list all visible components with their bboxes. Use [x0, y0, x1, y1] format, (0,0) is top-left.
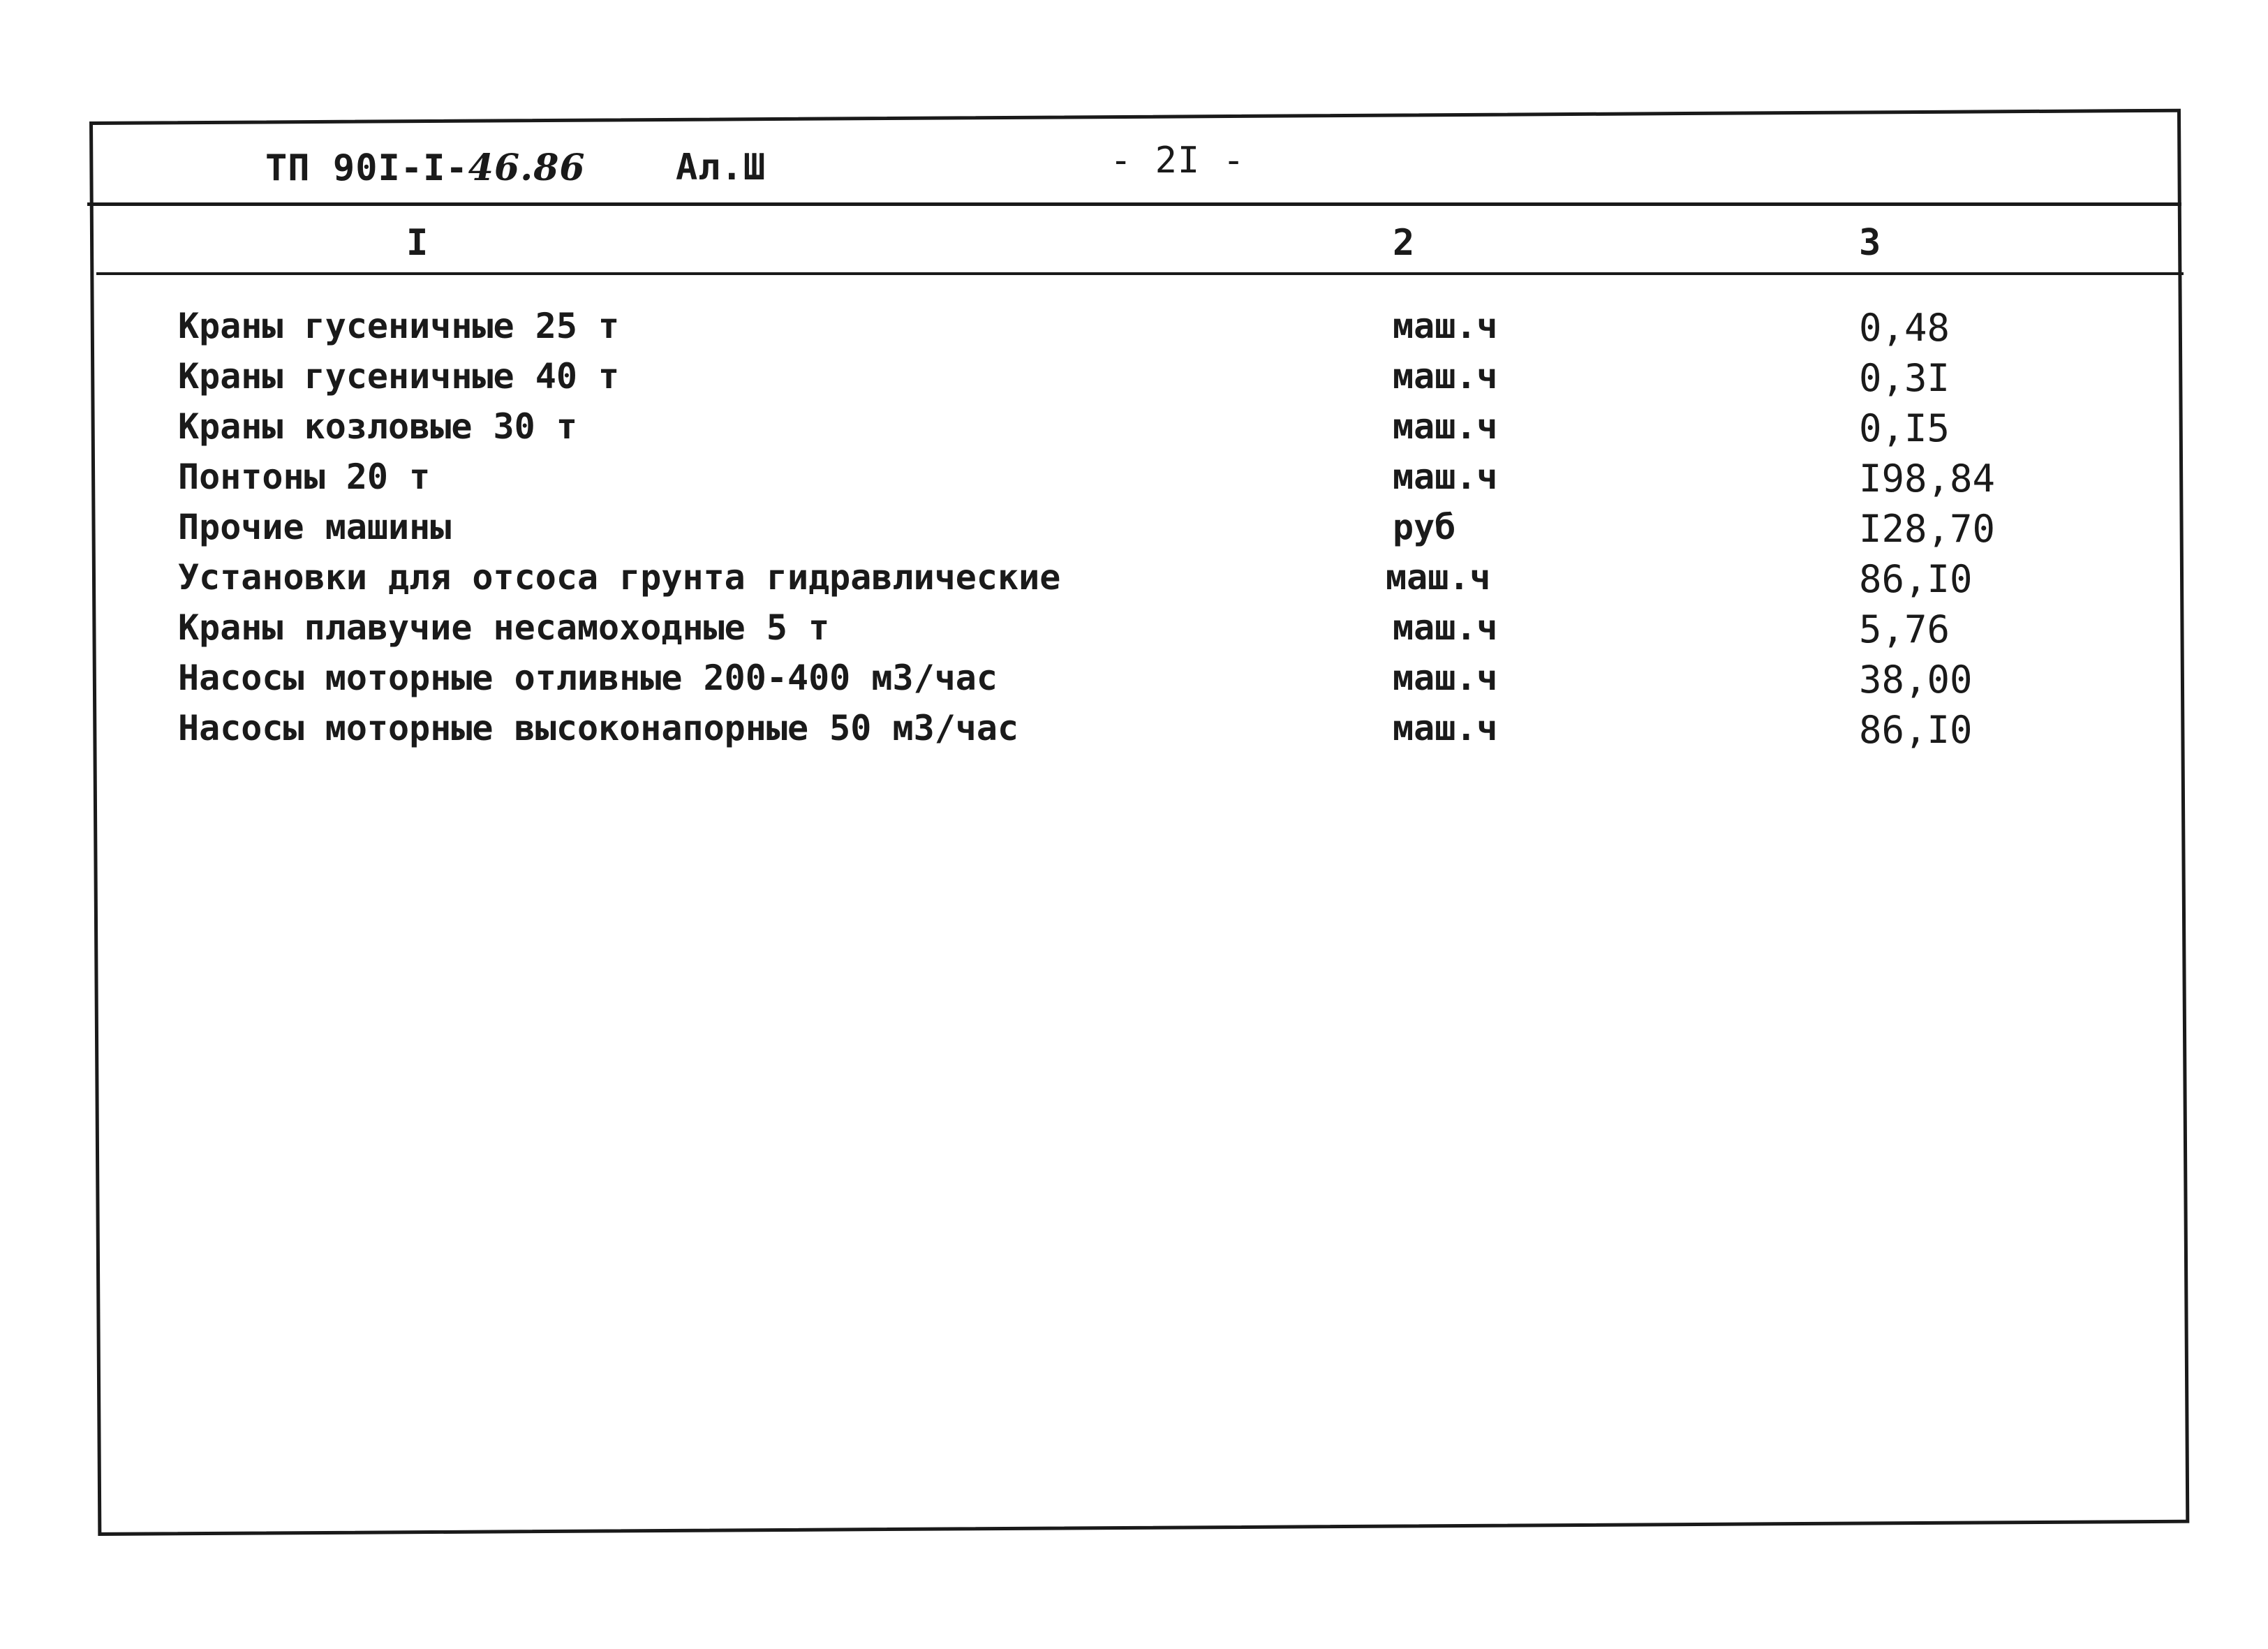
column-header-divider — [96, 272, 2184, 275]
row-unit: маш.ч — [1393, 406, 1498, 447]
row-unit: маш.ч — [1386, 557, 1491, 598]
column-header-1: I — [406, 222, 429, 264]
document-code — [265, 147, 586, 189]
row-name: Краны козловые 30 т — [178, 406, 577, 447]
row-name: Установки для отсоса грунта гидравлические — [178, 557, 1061, 598]
album-number: Ал.Ш — [676, 147, 766, 188]
page-number: - 2I - — [1110, 140, 1245, 182]
row-unit: маш.ч — [1393, 708, 1498, 748]
row-value: 0,3I — [1859, 356, 1950, 400]
row-value: 0,I5 — [1859, 406, 1950, 450]
row-name: Насосы моторные отливные 200-400 м3/час — [178, 658, 998, 698]
row-value: I28,70 — [1859, 507, 1996, 551]
row-name: Прочие машины — [178, 507, 452, 547]
row-name: Краны гусеничные 40 т — [178, 356, 620, 397]
row-unit: маш.ч — [1393, 457, 1498, 497]
row-value: 38,00 — [1859, 658, 1973, 702]
row-unit: маш.ч — [1393, 658, 1498, 698]
column-header-2: 2 — [1393, 222, 1415, 264]
row-name: Краны гусеничные 25 т — [178, 306, 620, 346]
row-name: Краны плавучие несамоходные 5 т — [178, 607, 830, 648]
row-unit: руб — [1393, 507, 1456, 547]
row-name: Насосы моторные высоконапорные 50 м3/час — [178, 708, 1019, 748]
row-unit: маш.ч — [1393, 356, 1498, 397]
document-code-prefix: ТП 90I-I- — [265, 147, 468, 189]
document-code-handwritten: 46.86 — [468, 147, 586, 189]
row-value: I98,84 — [1859, 457, 1996, 501]
row-value: 86,I0 — [1859, 708, 1973, 752]
row-unit: маш.ч — [1393, 306, 1498, 346]
row-value: 5,76 — [1859, 607, 1950, 651]
row-value: 86,I0 — [1859, 557, 1973, 601]
column-header-3: 3 — [1859, 222, 1881, 264]
row-value: 0,48 — [1859, 306, 1950, 350]
header-divider — [87, 202, 2181, 206]
row-name: Понтоны 20 т — [178, 457, 431, 497]
row-unit: маш.ч — [1393, 607, 1498, 648]
